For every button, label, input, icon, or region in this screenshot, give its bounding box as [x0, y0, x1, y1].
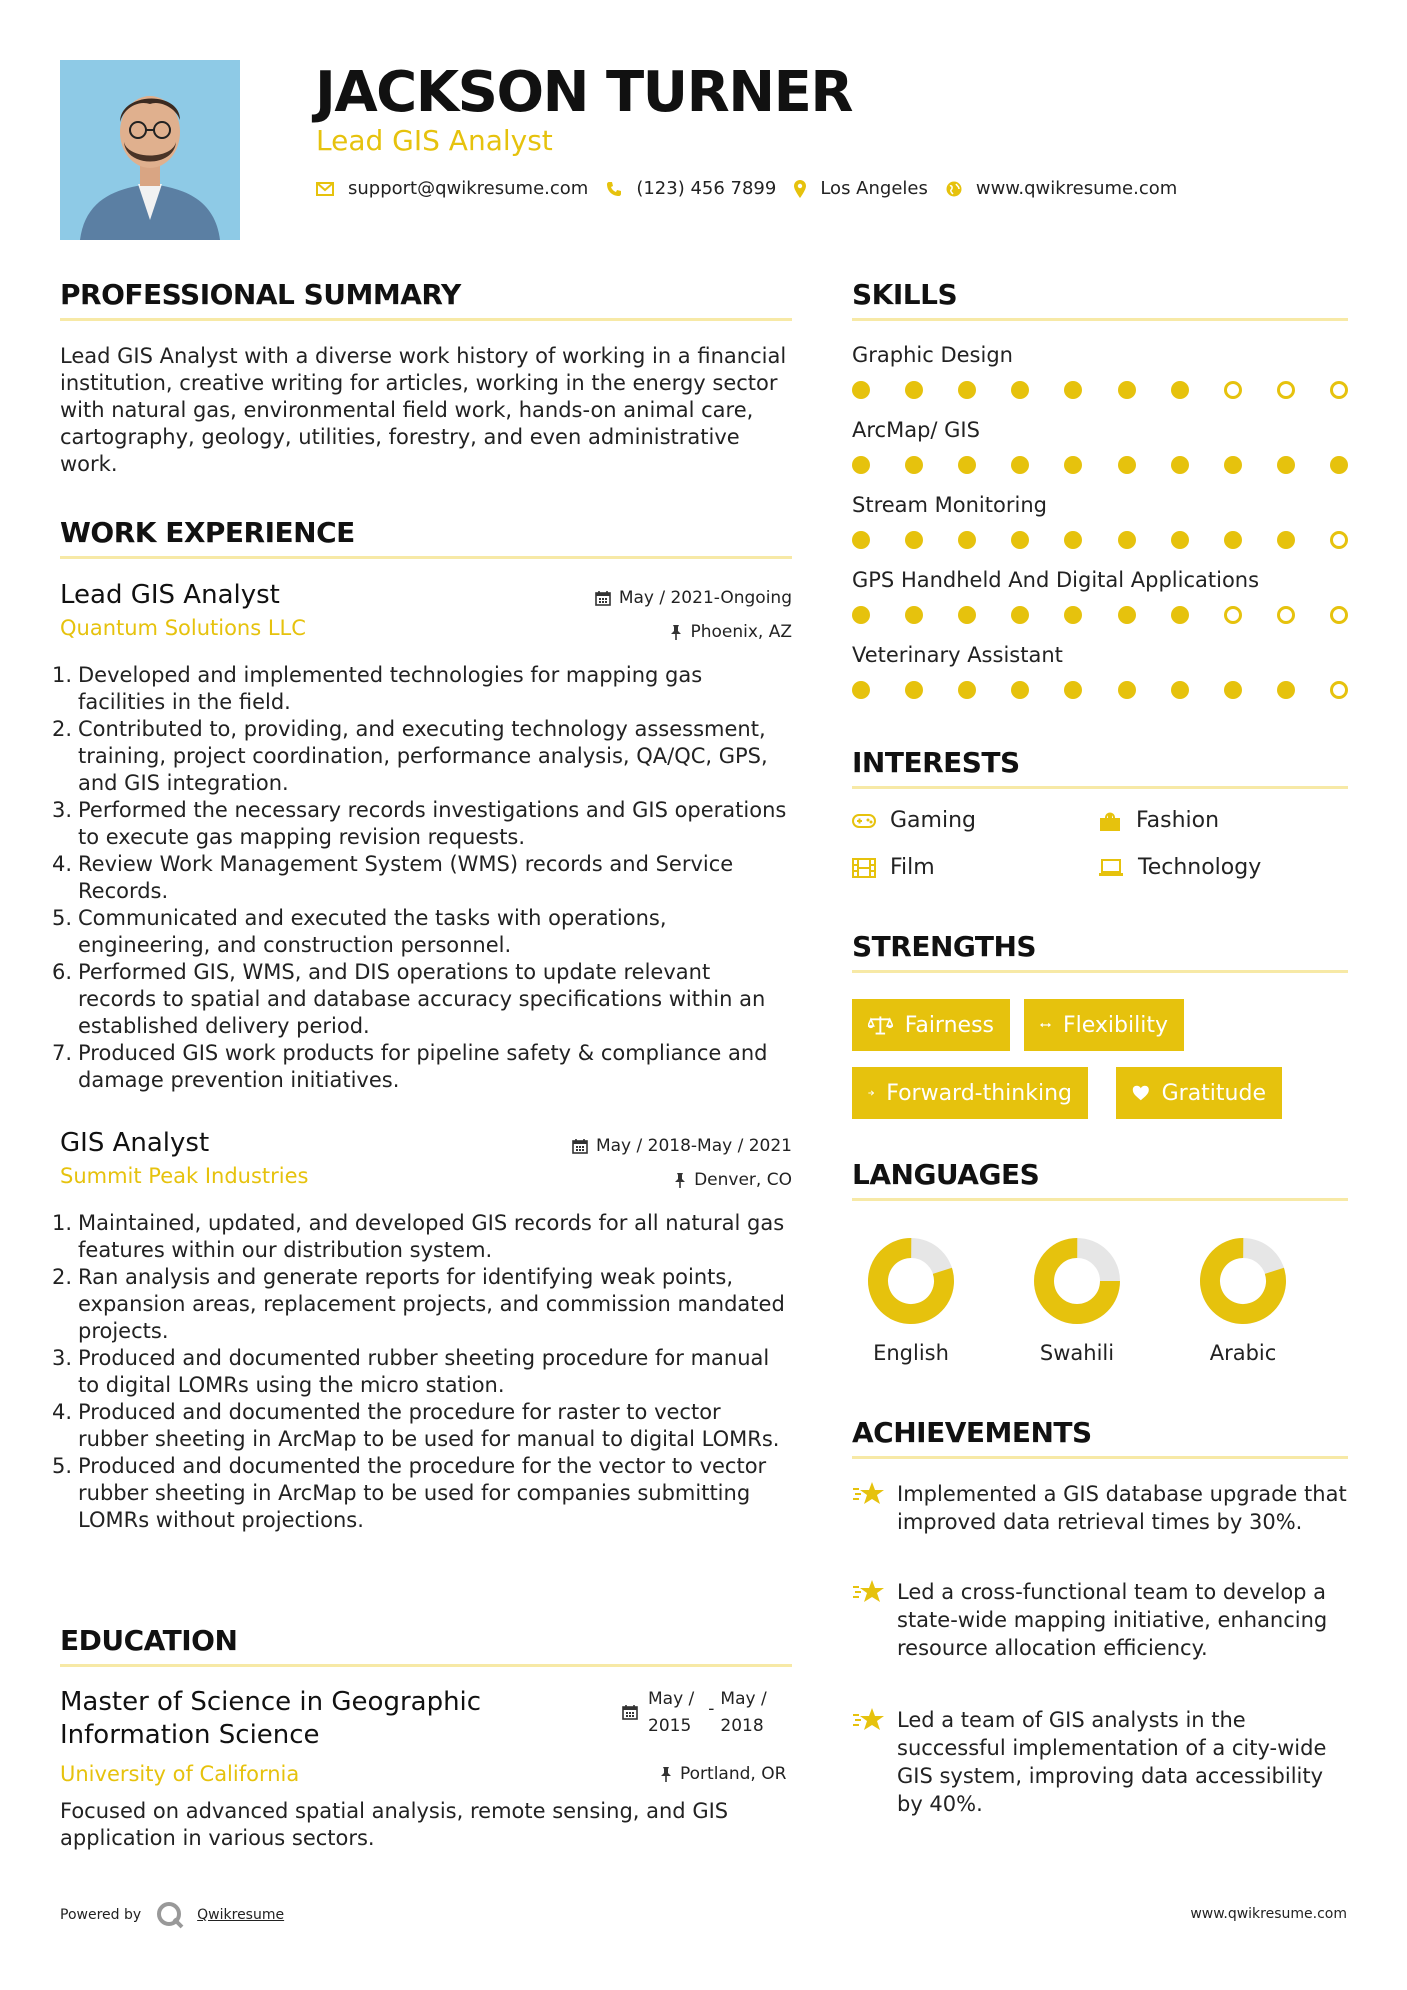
list-item: 5. Communicated and executed the tasks with operations, engineering, and construction personnel. — [52, 906, 667, 957]
pushpin-icon — [674, 1172, 686, 1188]
interest-item: Technology — [1098, 855, 1261, 880]
interest-item: Film — [852, 855, 935, 880]
skill-dot-filled — [852, 456, 870, 474]
star-badge-icon — [852, 1706, 886, 1734]
skill-dot-empty — [1330, 381, 1348, 399]
list-item: 3. Produced and documented rubber sheeting procedure for manual to digital LOMRs using the micro station. — [52, 1346, 770, 1397]
education-text: Focused on advanced spatial analysis, remote sensing, and GIS application in various sectors. — [60, 1799, 729, 1850]
calendar-icon — [572, 1138, 588, 1154]
contact-location: Los Angeles — [794, 178, 928, 199]
skill-label: GPS Handheld And Digital Applications — [852, 568, 1260, 592]
skill-dot-filled — [852, 531, 870, 549]
skill-dot-filled — [1277, 531, 1295, 549]
strengths-title: STRENGTHS — [852, 930, 1037, 963]
skill-dot-filled — [852, 606, 870, 624]
skill-dot-filled — [1011, 606, 1029, 624]
laptop-icon — [1098, 859, 1124, 877]
star-badge-icon — [852, 1480, 886, 1508]
language-label: Arabic — [1209, 1341, 1277, 1365]
skill-dot-filled — [905, 531, 923, 549]
skill-dot-filled — [1011, 681, 1029, 699]
skill-dot-filled — [1277, 456, 1295, 474]
experience-divider — [60, 556, 792, 559]
qwikresume-link[interactable]: Qwikresume — [197, 1907, 285, 1923]
skill-rating — [852, 381, 1348, 399]
list-item: 5. Produced and documented the procedure for the vector to vector rubber sheeting in ArcMap to be used for companies submitting LOMRs without projections. — [52, 1454, 767, 1532]
job-company: Quantum Solutions LLC — [60, 616, 306, 640]
education-title: EDUCATION — [60, 1624, 238, 1657]
skill-dot-filled — [852, 381, 870, 399]
strength-tag: Forward-thinking — [852, 1067, 1088, 1119]
list-item: 2. Ran analysis and generate reports for identifying weak points, expansion areas, replacement projects, and commission mandated projects. — [52, 1265, 785, 1343]
shopping-bag-icon — [1098, 810, 1122, 832]
interests-title: INTERESTS — [852, 746, 1020, 779]
list-item: 4. Produced and documented the procedure for raster to vector rubber sheeting in ArcMap to be used for manual to digital LOMRs. — [52, 1400, 780, 1451]
achievements-title: ACHIEVEMENTS — [852, 1416, 1092, 1449]
job-date: May / 2021-Ongoing — [595, 588, 792, 608]
skill-dot-filled — [1118, 456, 1136, 474]
contact-phone[interactable]: (123) 456 7899 — [606, 178, 776, 199]
languages-title: LANGUAGES — [852, 1158, 1040, 1191]
job-entry-1 — [60, 580, 792, 650]
list-item: 4. Review Work Management System (WMS) records and Service Records. — [52, 852, 734, 903]
skill-dot-filled — [905, 606, 923, 624]
pushpin-icon — [670, 624, 682, 640]
skill-dot-filled — [1224, 456, 1242, 474]
language-ring — [1032, 1236, 1122, 1326]
skill-dot-empty — [1330, 606, 1348, 624]
skill-dot-empty — [1224, 606, 1242, 624]
skill-dot-filled — [905, 381, 923, 399]
strength-tag: Flexibility — [1024, 999, 1184, 1051]
skill-dot-filled — [1064, 531, 1082, 549]
arrow-right-icon — [868, 1084, 874, 1102]
experience-title: WORK EXPERIENCE — [60, 516, 355, 549]
skill-dot-filled — [1064, 456, 1082, 474]
calendar-icon — [622, 1704, 638, 1720]
job-location: Denver, CO — [674, 1170, 792, 1190]
skill-dot-empty — [1224, 381, 1242, 399]
skill-rating — [852, 681, 1348, 699]
balance-scale-icon — [868, 1015, 893, 1035]
skill-dot-filled — [1064, 381, 1082, 399]
skill-dot-empty — [1277, 606, 1295, 624]
list-item: 3. Performed the necessary records investigations and GIS operations to execute gas mapping revision requests. — [52, 798, 787, 849]
list-item: 1. Developed and implemented technologies for mapping gas facilities in the field. — [52, 663, 703, 714]
job-date: May / 2018-May / 2021 — [572, 1136, 792, 1156]
profile-photo — [60, 60, 240, 240]
list-item: 6. Performed GIS, WMS, and DIS operations to update relevant records to spatial and database accuracy specifications within an established delivery period. — [52, 960, 766, 1038]
skill-dot-filled — [958, 531, 976, 549]
calendar-icon — [595, 590, 611, 606]
language-ring — [1198, 1236, 1288, 1326]
star-badge-icon — [852, 1578, 886, 1606]
education-degree: Master of Science in Geographic Information Science — [60, 1687, 482, 1750]
skill-dot-filled — [958, 456, 976, 474]
heart-icon — [1132, 1083, 1150, 1103]
footer-website[interactable]: www.qwikresume.com — [1190, 1906, 1347, 1922]
skill-dot-filled — [958, 681, 976, 699]
pushpin-icon — [660, 1766, 672, 1782]
job-company: Summit Peak Industries — [60, 1164, 309, 1188]
list-item: 7. Produced GIS work products for pipeline safety & compliance and damage prevention initiatives. — [52, 1041, 768, 1092]
footer-powered-by: Powered by Qwikresume — [60, 1900, 284, 1930]
skill-dot-filled — [905, 681, 923, 699]
achievements-divider — [852, 1456, 1348, 1459]
skill-dot-empty — [1277, 381, 1295, 399]
skill-dot-filled — [1118, 531, 1136, 549]
skill-rating — [852, 456, 1348, 474]
qwikresume-logo-icon — [155, 1900, 185, 1930]
skill-dot-filled — [905, 456, 923, 474]
envelope-icon — [316, 182, 334, 196]
job-title: GIS Analyst — [60, 1128, 210, 1158]
education-school: University of California — [60, 1762, 300, 1786]
film-icon — [852, 858, 876, 878]
strengths-divider — [852, 970, 1348, 973]
language-label: Swahili — [1039, 1341, 1115, 1365]
list-item: 2. Contributed to, providing, and executing technology assessment, training, project coordination, performance analysis, QA/QC, GPS, and GIS integration. — [52, 717, 768, 795]
skill-dot-filled — [1171, 681, 1189, 699]
skill-dot-filled — [1118, 606, 1136, 624]
globe-icon — [946, 181, 962, 197]
map-pin-icon — [794, 180, 806, 198]
skill-dot-empty — [1330, 681, 1348, 699]
skill-rating — [852, 531, 1348, 549]
skill-dot-filled — [1118, 681, 1136, 699]
language-ring — [866, 1236, 956, 1326]
resume-page: JACKSON TURNER Lead GIS Analyst support@qwikresume.com (123) 456 7899 Los Angeles www.qwikresume.com PROFESSIONAL SUMMARY Lead GIS Analyst with a diverse work history of working in a financial institution, creative writing for articles, working in the energy sector with natural gas, environmental field work, hands-on animal care, cartography, geology, utilities, forestry, and even administrative work. WORK EXPERIENCE Lead GIS Analyst Quantum Solutions LLC May / 2021-Ongoing Phoenix, AZ 1. Developed and implemented technologies for mapping gas facilities in the field. 2. Contributed to, providing, and executing technology assessment, training, project coordination, performance analysis, QA/QC, GPS, and GIS integration. 3. Performed the necessary records investigations and GIS operations to execute gas mapping revision requests. 4. Review Work Management System (WMS) records and Service Records. 5. Communicated and executed the tasks with operations, engineering, and construction personnel. 6. Performed GIS, WMS, and DIS operations to update relevant records to spatial and database accuracy specifications within an established delivery period. 7. Produced GIS work products for pipeline safety & compliance and damage prevention initiatives. GIS Analyst Summit Peak Industries May / 2018-May / 2021 Denver, CO 1. Maintained, updated, and developed GIS records for all natural gas features within our distribution system. 2. Ran analysis and generate reports for identifying weak points, expansion areas, replacement projects, and commission mandated projects. 3. Produced and documented rubber sheeting procedure for manual to digital LOMRs using the micro station. 4. Produced and documented the procedure for raster to vector rubber sheeting in ArcMap to be used for manual to digital LOMRs. 5. Produced and documented the procedure for the vector to vector rubber sheeting in ArcMap to be used for companies submitting LOMRs without projections. EDUCATION Master of Science in Geographic Information Science May / 2015 - May / 2018 University of California Portland, OR Focused on advanced spatial analysis, remote sensing, and GIS application in various sectors. SKILLS Graphic Design ArcMap/ GIS Stream Monitoring GPS Handheld And Digital Applications Veterinary Assistant INTERESTS Gaming Fashion Film Technology STRENGTHS Fairness Flexibility Forward-thinking Gratitude LANGUAGES English Swahili Arabic ACHIEVEMENTS Implemented a GIS database upgrade that improved data retrieval times by 30%. Led a cross-functional team to develop a state-wide mapping initiative, enhancing resource allocation efficiency. Led a team of GIS analysts in the successful implementation of a city-wide GIS system, improving data accessibility by 40%. Powered by Qwikresume www.qwikresume.com — [0, 0, 1407, 1990]
summary-text: Lead GIS Analyst with a diverse work history of working in a financial institution, creative writing for articles, working in the energy sector with natural gas, environmental field work, hands-on animal care, cartography, geology, utilities, forestry, and even administrative work. — [60, 344, 787, 476]
contact-website[interactable]: www.qwikresume.com — [946, 178, 1177, 199]
candidate-role: Lead GIS Analyst — [316, 124, 553, 157]
skill-dot-filled — [1011, 381, 1029, 399]
candidate-name: JACKSON TURNER — [315, 60, 853, 125]
skill-dot-filled — [1064, 681, 1082, 699]
skill-dot-filled — [1064, 606, 1082, 624]
language-label: English — [873, 1341, 949, 1365]
skill-dot-filled — [1171, 531, 1189, 549]
skill-dot-filled — [852, 681, 870, 699]
skill-dot-empty — [1330, 531, 1348, 549]
summary-title: PROFESSIONAL SUMMARY — [60, 278, 461, 311]
skill-dot-filled — [1118, 381, 1136, 399]
phone-icon — [606, 181, 622, 197]
job-entry-2 — [60, 1128, 792, 1198]
job-2-bullets — [52, 1210, 792, 1534]
education-location: Portland, OR — [660, 1764, 786, 1784]
skill-dot-filled — [1224, 531, 1242, 549]
job-location: Phoenix, AZ — [670, 622, 792, 642]
skill-label: Graphic Design — [852, 343, 1013, 367]
skill-dot-filled — [1171, 456, 1189, 474]
skill-dot-filled — [1171, 381, 1189, 399]
skill-label: Stream Monitoring — [852, 493, 1047, 517]
skill-dot-filled — [958, 606, 976, 624]
strength-tag: Fairness — [852, 999, 1010, 1051]
skills-title: SKILLS — [852, 278, 958, 311]
job-1-bullets — [52, 662, 792, 1094]
skill-dot-filled — [1277, 681, 1295, 699]
skill-label: Veterinary Assistant — [852, 643, 1063, 667]
contact-email[interactable]: support@qwikresume.com — [316, 178, 588, 199]
gamepad-icon — [852, 813, 876, 829]
interest-item: Fashion — [1098, 808, 1219, 833]
skill-dot-filled — [1011, 456, 1029, 474]
interests-divider — [852, 786, 1348, 789]
skill-dot-filled — [1171, 606, 1189, 624]
contact-bar — [316, 178, 1195, 199]
skill-dot-filled — [1011, 531, 1029, 549]
interest-item: Gaming — [852, 808, 976, 833]
job-title: Lead GIS Analyst — [60, 580, 280, 610]
skill-dot-filled — [1224, 681, 1242, 699]
skill-dot-filled — [1330, 456, 1348, 474]
skill-dot-filled — [958, 381, 976, 399]
languages-divider — [852, 1198, 1348, 1201]
list-item: 1. Maintained, updated, and developed GIS records for all natural gas features within our distribution system. — [52, 1211, 785, 1262]
skill-label: ArcMap/ GIS — [852, 418, 980, 442]
skill-rating — [852, 606, 1348, 624]
education-divider — [60, 1664, 792, 1667]
skills-divider — [852, 318, 1348, 321]
education-date: May / 2015 - May / 2018 — [622, 1686, 767, 1740]
arrows-horizontal-icon — [1040, 1018, 1051, 1032]
summary-divider — [60, 318, 792, 321]
strength-tag: Gratitude — [1116, 1067, 1282, 1119]
